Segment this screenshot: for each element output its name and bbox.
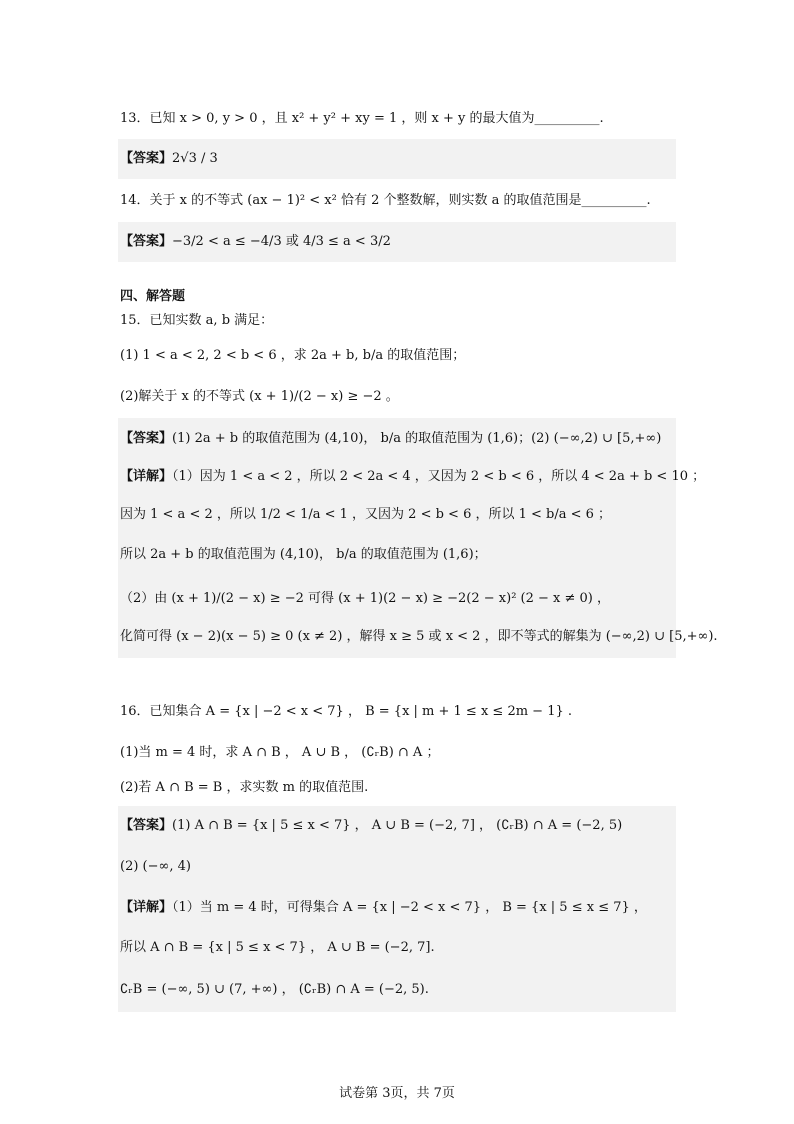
q15-detail-5: 化简可得 (x − 2)(x − 5) ≥ 0 (x ≠ 2) ，解得 x ≥ 5 或 x < 2 ，即不等式的解集为 (−∞,2) ∪ [5,+∞). xyxy=(120,629,718,644)
q14-answer-box xyxy=(118,222,676,262)
q15-detail-line-1 xyxy=(120,468,705,486)
q15-detail-4: （2）由 (x + 1)/(2 − x) ≥ −2 可得 (x + 1)(2 − x) ≥ −2(2 − x)² (2 − x ≠ 0) ， xyxy=(120,591,611,606)
q13-answer-label: 【答案】 xyxy=(120,151,173,166)
q16-detail-1: （1）当 m = 4 时，可得集合 A = {x | −2 < x < 7} ， B = {x | 5 ≤ x ≤ 7} ， xyxy=(172,900,647,915)
q15-detail-label: 【详解】 xyxy=(120,469,173,484)
q16-question: 16．已知集合 A = {x | −2 < x < 7} ， B = {x | m + 1 ≤ x ≤ 2m − 1} . xyxy=(120,704,573,719)
q16-detail-line-1 xyxy=(120,899,647,917)
q13-answer-box xyxy=(118,139,676,179)
q15-detail-3: 所以 2a + b 的取值范围为 (4,10)， b/a 的取值范围为 (1,6)； xyxy=(120,547,487,562)
q13-question: 13．已知 x > 0, y > 0 ，且 x² + y² + xy = 1 ，则 x + y 的最大值为__________. xyxy=(120,111,604,126)
q16-part1: (1)当 m = 4 时，求 A ∩ B ， A ∪ B ， (∁ᵣB) ∩ A ； xyxy=(120,745,440,760)
q15-answer-label: 【答案】 xyxy=(120,431,173,446)
q15-detail-1: （1）因为 1 < a < 2 ，所以 2 < 2a < 4 ，又因为 2 < b < 6 ，所以 4 < 2a + b < 10 ； xyxy=(172,469,706,484)
q16-detail-3: ∁ᵣB = (−∞, 5) ∪ (7, +∞) ， (∁ᵣB) ∩ A = (−2, 5). xyxy=(120,982,429,997)
q16-part2: (2)若 A ∩ B = B ，求实数 m 的取值范围. xyxy=(120,780,369,795)
q15-part1: (1) 1 < a < 2, 2 < b < 6 ，求 2a + b, b/a 的取值范围； xyxy=(120,348,466,363)
q16-answer-box xyxy=(118,806,676,1012)
q16-answer-1: (1) A ∩ B = {x | 5 ≤ x < 7} ， A ∪ B = (−2, 7] ， (∁ᵣB) ∩ A = (−2, 5) xyxy=(172,818,623,833)
q14-answer: −3/2 < a ≤ −4/3 或 4/3 ≤ a < 3/2 xyxy=(172,234,391,249)
q14-question: 14．关于 x 的不等式 (ax − 1)² < x² 恰有 2 个整数解，则实数 a 的取值范围是__________. xyxy=(120,193,651,208)
section-title: 四、解答题 xyxy=(120,289,186,304)
q16-answer-label: 【答案】 xyxy=(120,818,173,833)
q13-answer: 2√3 / 3 xyxy=(172,151,218,166)
q16-detail-label: 【详解】 xyxy=(120,900,173,915)
q14-answer-label: 【答案】 xyxy=(120,234,173,249)
q15-answer: (1) 2a + b 的取值范围为 (4,10)， b/a 的取值范围为 (1,6)；(2) (−∞,2) ∪ [5,+∞) xyxy=(172,431,662,446)
q16-answer-2: (2) (−∞, 4) xyxy=(120,859,191,874)
q16-detail-2: 所以 A ∩ B = {x | 5 ≤ x < 7} ， A ∪ B = (−2, 7]. xyxy=(120,940,435,955)
q14-answer-line xyxy=(120,233,391,251)
q15-answer-box xyxy=(118,418,718,658)
q13-answer-line xyxy=(120,150,218,168)
q15-part2: (2)解关于 x 的不等式 (x + 1)/(2 − x) ≥ −2 。 xyxy=(120,389,399,404)
q15-detail-2: 因为 1 < a < 2 ，所以 1/2 < 1/a < 1 ，又因为 2 < b < 6 ，所以 1 < b/a < 6 ； xyxy=(120,507,612,522)
page-footer: 试卷第 3页，共 7页 xyxy=(339,1086,455,1101)
q16-answer-line xyxy=(120,817,622,835)
q15-question: 15．已知实数 a, b 满足： xyxy=(120,313,274,328)
q15-answer-line xyxy=(120,430,661,448)
